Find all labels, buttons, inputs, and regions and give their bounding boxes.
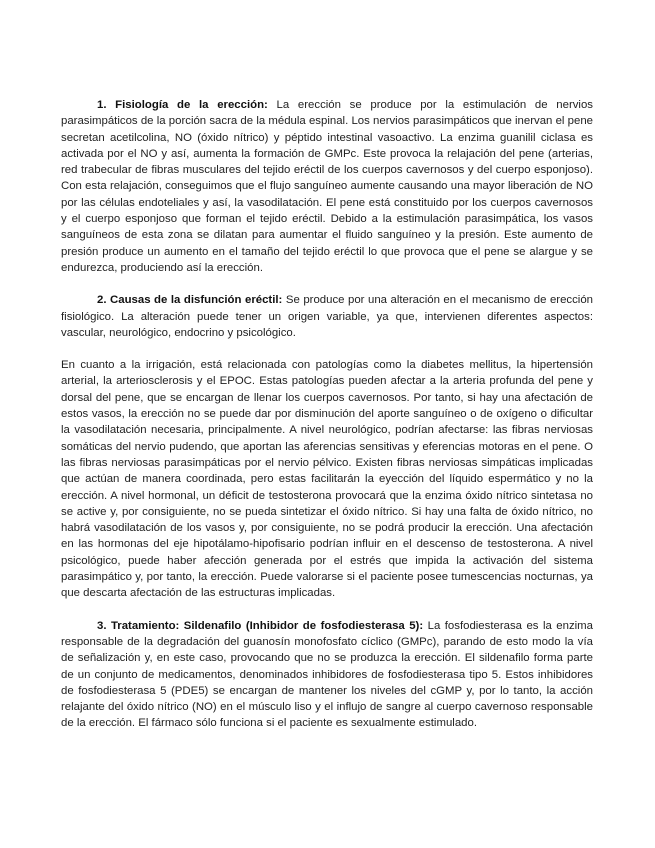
section-3-paragraph	[61, 618, 593, 732]
section-2-body: Se produce por una alteración en el mecanismo de erección fisiológico. La alteración puede tener un origen variable, ya que, intervienen diferentes aspectos: vascular, neurológico, endocrino y psicológico.	[61, 294, 593, 339]
section-1-body: La erección se produce por la estimulación de nervios parasimpáticos de la porción sacra de la médula espinal. Los nervios parasimpáticos que inervan el pene secretan acetilcolina, NO (óxido nítrico) y péptido intestinal vasoactivo. La enzima guanilil ciclasa es activada por el NO y así, aumenta la formación de GMPc. Este provoca la relajación del pene (arterias, red trabecular de fibras musculares del tejido eréctil de los cuerpos cavernosos y del cuerpo esponjoso). Con esta relajación, conseguimos que el flujo sanguíneo aumente causando una mayor liberación de NO por las células endoteliales y así, la vasodilatación. El pene está constituido por los cuerpos cavernosos y el cuerpo esponjoso que forman el tejido eréctil. Debido a la estimulación parasimpática, los vasos sanguíneos de esta zona se dilatan para aumentar el fluido sanguíneo y la presión. Este aumento de presión produce un aumento en el tamaño del tejido eréctil lo que provoca que el pene se alargue y se endurezca, produciendo así la erección.	[61, 99, 593, 274]
section-1-paragraph	[61, 97, 593, 276]
section-3-body: La fosfodiesterasa es la enzima responsable de la degradación del guanosín monofosfato cíclico (GMPc), parando de esto modo la vía de señalización y, en este caso, provocando que no se produzca la erección. El sildenafilo forma parte de un conjunto de medicamentos, denominados inhibidores de fosfodiesterasa tipo 5. Estos inhibidores de fosfodiesterasa 5 (PDE5) se encargan de mantener los niveles del cGMP y, por lo tanto, la acción relajante del óxido nítrico (NO) en el músculo liso y el influjo de sangre al cuerpo cavernoso responsable de la erección. El fármaco sólo funciona si el paciente es sexualmente estimulado.	[61, 619, 594, 730]
section-3-heading: 3. Tratamiento: Sildenafilo (Inhibidor de fosfodiesterasa 5):	[97, 619, 424, 632]
section-1-heading: 1. Fisiología de la erección:	[97, 99, 268, 111]
section-2-heading: 2. Causas de la disfunción eréctil:	[97, 294, 283, 307]
document-content	[61, 97, 593, 732]
section-2-detail-paragraph: En cuanto a la irrigación, está relacionada con patologías como la diabetes mellitus, la hipertensión arterial, la arteriosclerosis y el EPOC. Estas patologías pueden afectar a la arteria profunda del pene y dorsal del pene, que se encargan de llenar los cuerpos cavernosos. Por tanto, si hay una afectación de estos vasos, la erección no se puede dar por disminución del aporte sanguíneo o de oxígeno o dificultar la vasodilatación necesaria, principalmente. A nivel neurológico, podrían afectarse: las fibras nerviosas somáticas del nervio pudendo, que aportan las aferencias sensitivas y eferencias motoras en el pene. O las fibras nerviosas parasimpáticas por el nervio pélvico. Existen fibras nerviosas simpáticas implicadas que actúan de manera coordinada, pero estas facilitarán la eyección del líquido espermático y no la erección. A nivel hormonal, un déficit de testosterona provocará que la enzima óxido nítrico sintetasa no se active y, por consiguiente, no se pueda sintetizar el óxido nítrico. Si hay una falta de óxido nítrico, no habrá vasodilatación de los vasos y, por consiguiente, no se podrá producir la erección. Una afectación en las hormonas del eje hipotálamo-hipofisario podrían influir en el descenso de testosterona. A nivel psicológico, puede haber afección generada por el estrés que impida la activación del sistema parasimpático y, por tanto, la erección. Puede valorarse si el paciente posee tumescencias nocturnas, ya que descarta afectación de las estructuras implicadas.	[61, 359, 593, 600]
section-2-paragraph	[61, 292, 593, 341]
